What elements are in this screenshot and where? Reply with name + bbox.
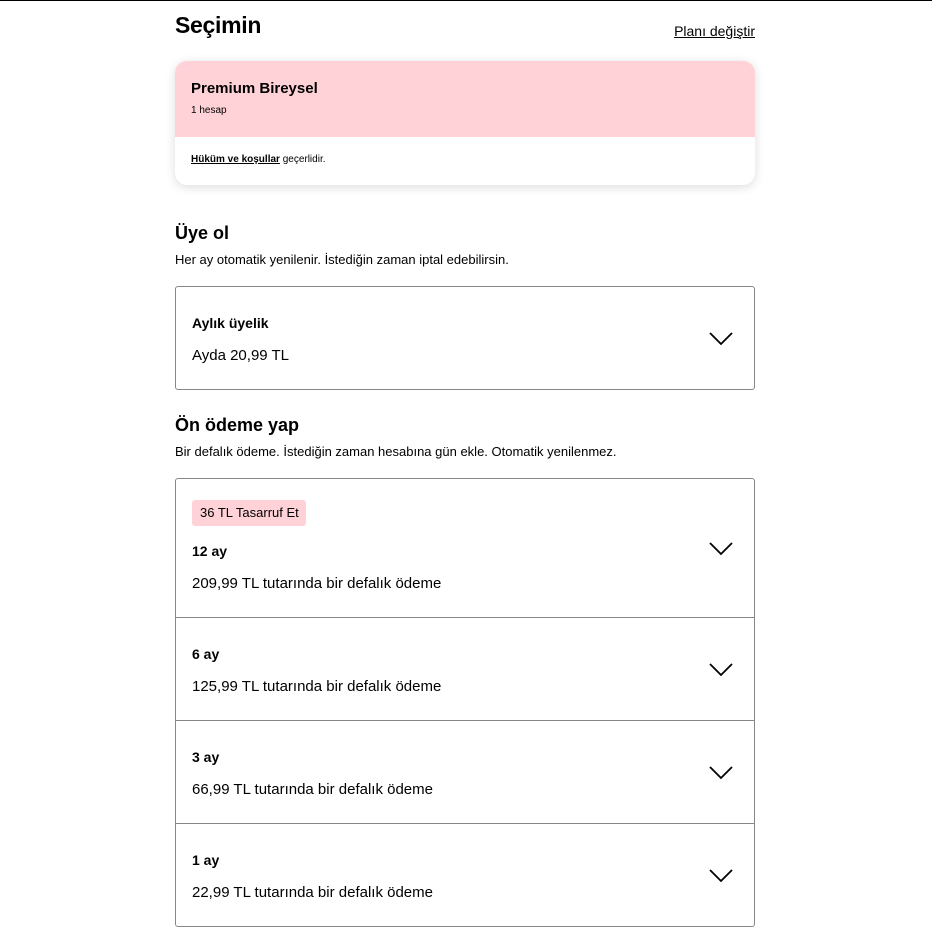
subscribe-options: [175, 286, 755, 390]
plan-accounts: 1 hesap: [191, 105, 227, 116]
option-6-months[interactable]: [176, 618, 754, 721]
option-price: 22,99 TL tutarında bir defalık ödeme: [192, 884, 433, 901]
option-title: 6 ay: [192, 646, 220, 662]
terms-link[interactable]: Hüküm ve koşullar: [191, 154, 280, 165]
chevron-down-icon[interactable]: [708, 331, 734, 347]
option-title: Aylık üyelik: [192, 315, 269, 331]
option-1-month[interactable]: [176, 824, 754, 926]
plan-card: [175, 61, 755, 185]
plan-terms: [175, 137, 755, 165]
prepay-section-subtitle: Bir defalık ödeme. İstediğin zaman hesabına gün ekle. Otomatik yenilenmez.: [175, 444, 617, 459]
subscribe-section-title: Üye ol: [175, 223, 230, 243]
option-12-months[interactable]: [176, 479, 754, 618]
option-title: 3 ay: [192, 749, 220, 765]
change-plan-link[interactable]: Planı değiştir: [674, 23, 755, 39]
prepay-options: [175, 478, 755, 927]
option-3-months[interactable]: [176, 721, 754, 824]
option-price: Ayda 20,99 TL: [192, 347, 290, 364]
chevron-down-icon[interactable]: [708, 662, 734, 678]
selection-header: [175, 12, 755, 48]
terms-suffix: geçerlidir.: [279, 154, 326, 165]
page-title: Seçimin: [175, 12, 262, 38]
option-price: 209,99 TL tutarında bir defalık ödeme: [192, 575, 442, 592]
subscribe-section-subtitle: Her ay otomatik yenilenir. İstediğin zaman iptal edebilirsin.: [175, 252, 509, 267]
prepay-section-title: Ön ödeme yap: [175, 415, 300, 435]
option-title: 12 ay: [192, 543, 228, 559]
chevron-down-icon[interactable]: [708, 868, 734, 884]
plan-name: Premium Bireysel: [191, 80, 318, 97]
savings-badge: 36 TL Tasarruf Et: [192, 500, 306, 526]
chevron-down-icon[interactable]: [708, 765, 734, 781]
plan-card-header: [175, 61, 755, 137]
option-price: 125,99 TL tutarında bir defalık ödeme: [192, 678, 442, 695]
option-monthly[interactable]: [176, 287, 754, 389]
option-title: 1 ay: [192, 852, 220, 868]
option-price: 66,99 TL tutarında bir defalık ödeme: [192, 781, 433, 798]
chevron-down-icon[interactable]: [708, 541, 734, 557]
